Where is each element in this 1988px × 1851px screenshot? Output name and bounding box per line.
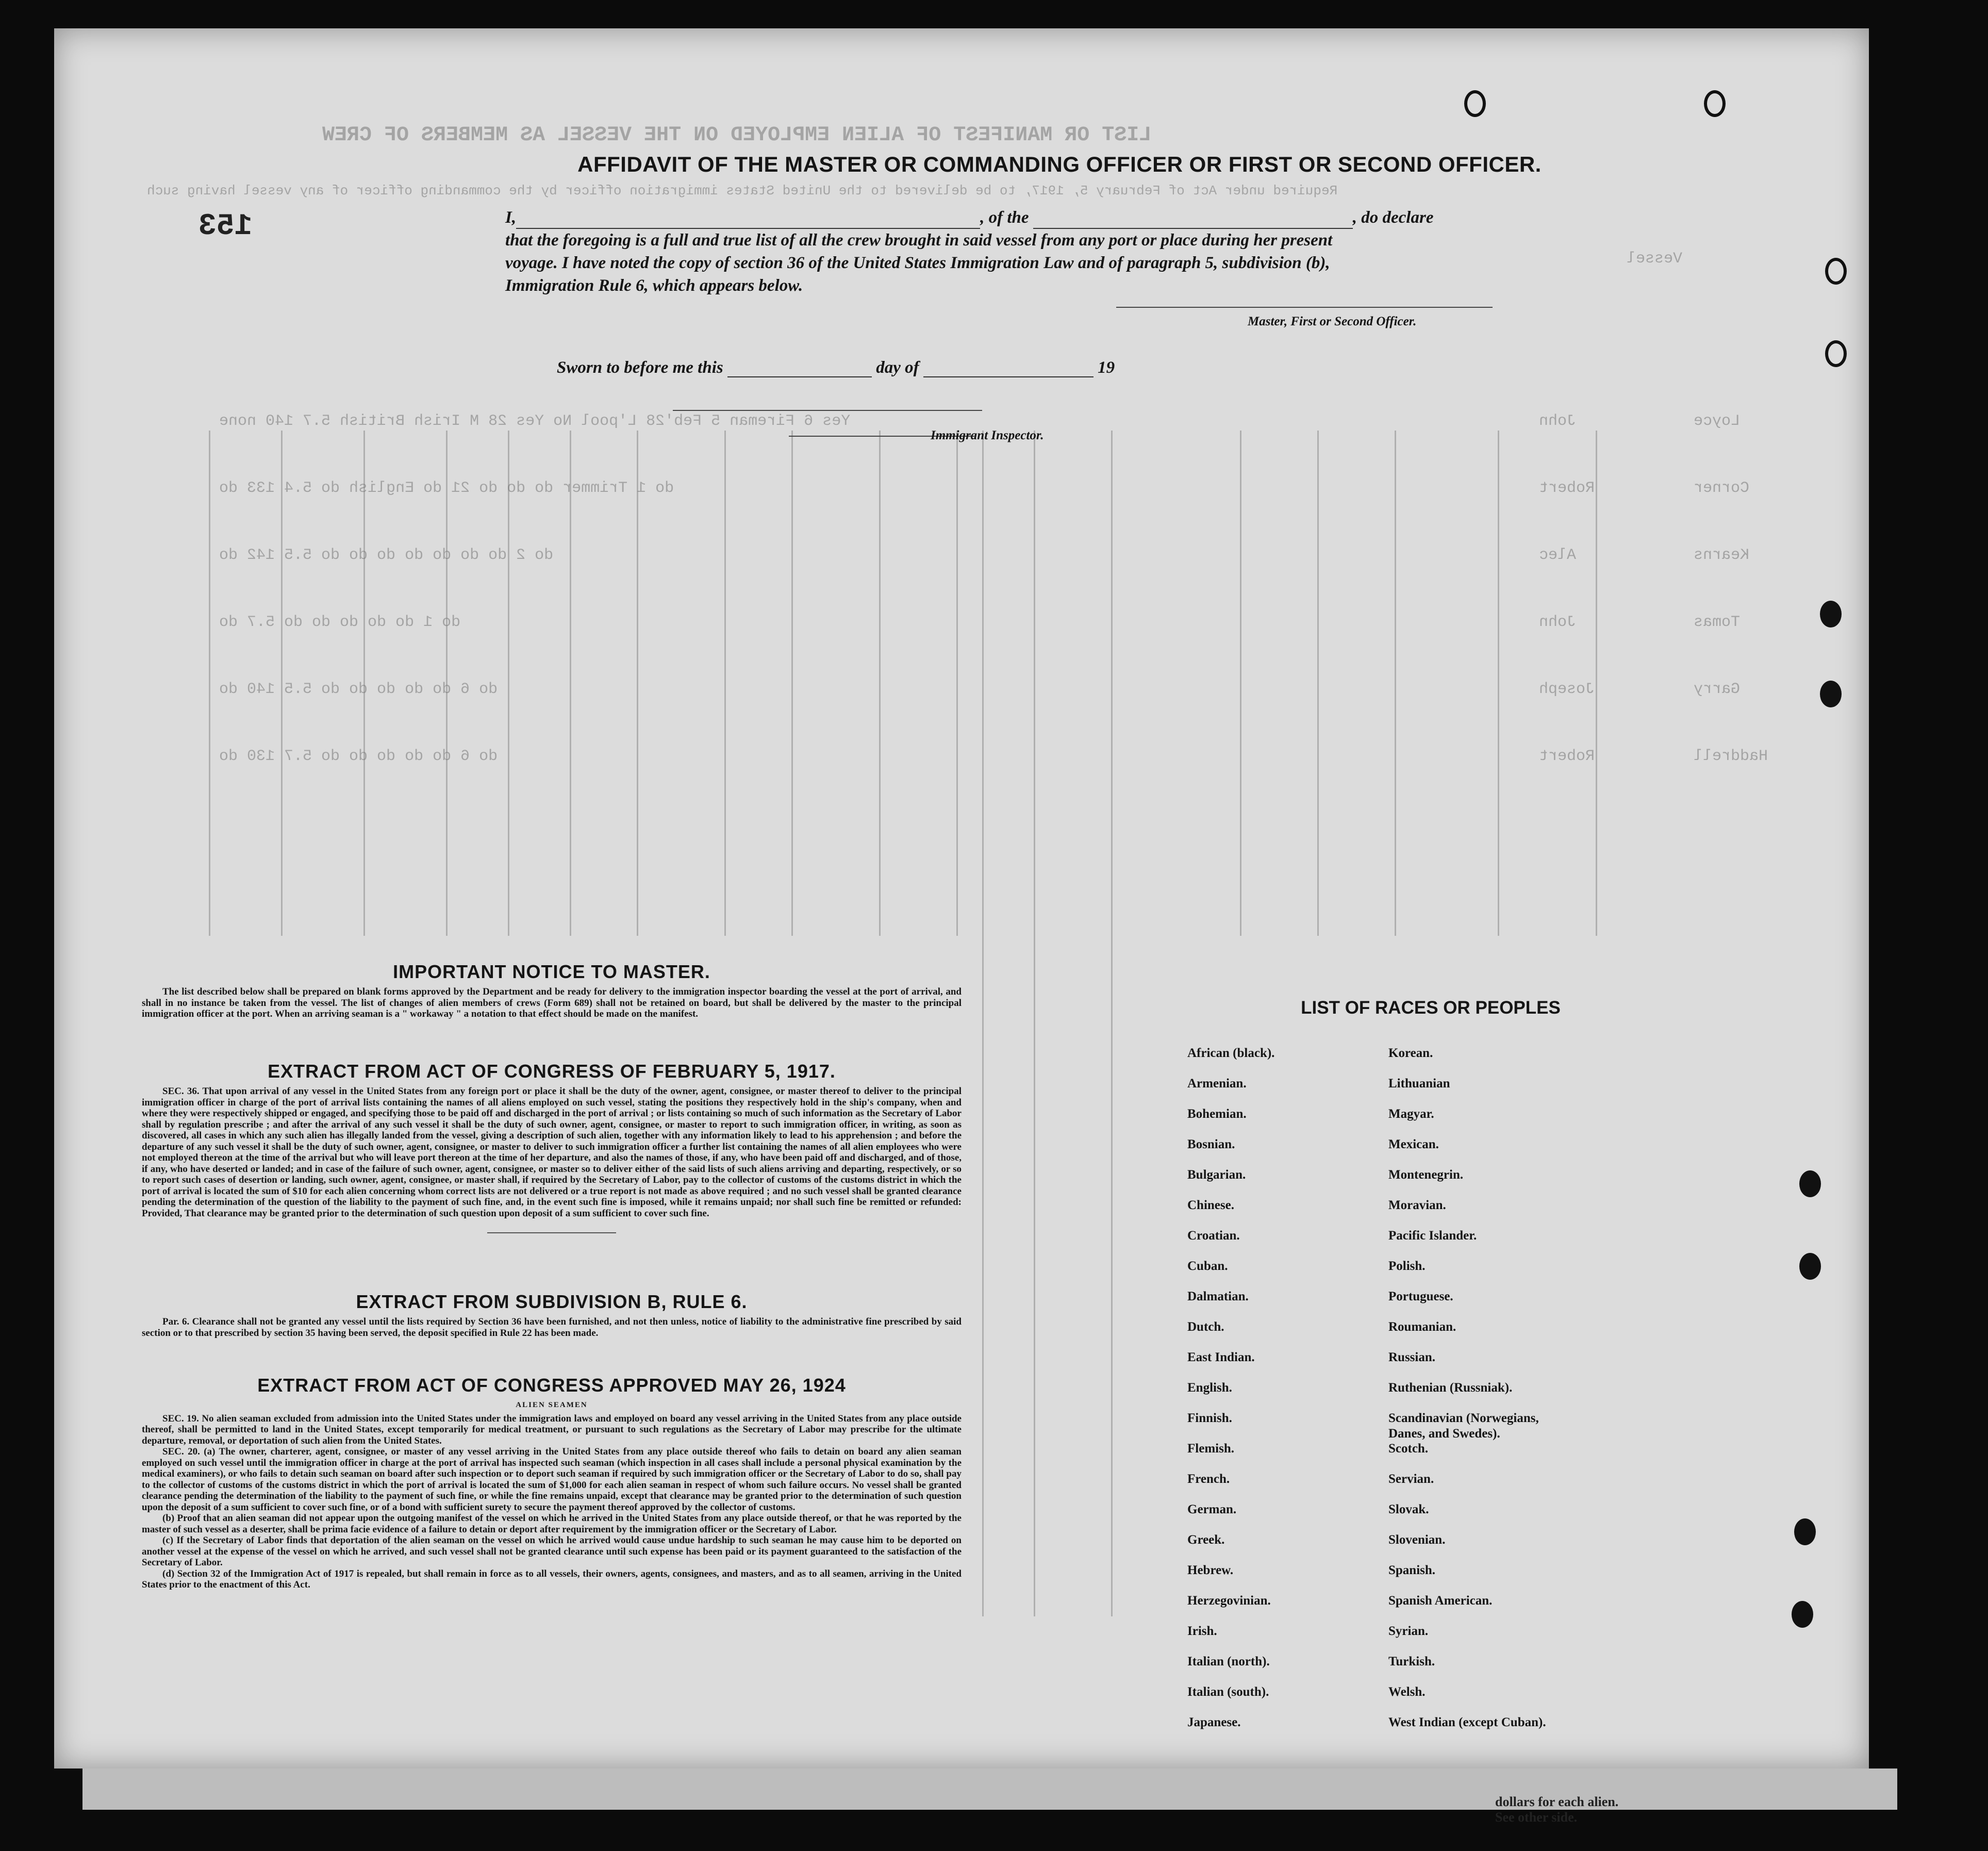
master-signature-line[interactable] xyxy=(1116,307,1493,308)
column-separator xyxy=(982,431,984,1616)
binder-hole xyxy=(1464,90,1486,117)
inspector-signature-line-upper[interactable] xyxy=(673,410,982,411)
race-item: Spanish. xyxy=(1388,1563,1436,1577)
race-item: Armenian. xyxy=(1187,1077,1247,1090)
column-separator xyxy=(791,431,793,936)
underlying-page-text xyxy=(1495,1794,1856,1825)
year-prefix: 19 xyxy=(1098,358,1115,377)
column-separator xyxy=(570,431,571,936)
race-item: Montenegrin. xyxy=(1388,1168,1464,1182)
bleed-through-row: do 2 do do do do do do do 5.5 142 do xyxy=(219,547,554,564)
bleed-through-surname: Loyce xyxy=(1694,412,1741,430)
race-item: Bulgarian. xyxy=(1187,1168,1246,1182)
race-item: Finnish. xyxy=(1187,1411,1232,1425)
race-item: Moravian. xyxy=(1388,1198,1446,1212)
bleed-through-header: LIST OR MANIFEST OF ALIEN EMPLOYED ON THE VESSEL AS MEMBERS OF CREW xyxy=(322,124,1152,147)
binder-hole xyxy=(1794,1518,1816,1545)
race-item: Servian. xyxy=(1388,1472,1434,1486)
bleed-through-surname: Haddrell xyxy=(1694,748,1768,765)
race-item: Russian. xyxy=(1388,1350,1436,1364)
affidavit-line-4: Immigration Rule 6, which appears below. xyxy=(505,276,803,295)
extract-1924-paragraph: (d) Section 32 of the Immigration Act of 1917 is repealed, but shall remain in force as to all vessels, their owners, agents, consignees, and masters, and as to all seamen, arriving in the United States prior to the enactment of this Act. xyxy=(142,1568,962,1590)
extract-1924-title: EXTRACT FROM ACT OF CONGRESS APPROVED MAY 26, 1924 xyxy=(257,1375,846,1396)
manifest-sheet xyxy=(54,28,1869,1769)
extract-1924-paragraph: SEC. 20. (a) The owner, charterer, agent, consignee, or master of any vessel arriving in the United States from any place outside thereof who fails to detain on board any alien seaman employed on such vessel until the immigration officer in charge at the port of arrival has inspected such seaman (which inspection in all cases shall include a personal physical examination by the medical examiners), or who fails to detain such seaman on board after such inspection or to deport such seaman if required by such immigration officer or the Secretary of Labor to do so, shall pay to the collector of customs of the customs district in which the port of arrival is located the sum of $1,000 for each alien seaman in respect of whom such failure occurs. No vessel shall be granted clearance pending the determination of the liability to the payment of such fine, or while the fine remains unpaid, except that clearance may be granted prior to the determination of such question upon the deposit of a sum sufficient to cover such fine, or of a bond with sufficient surety to secure the payment thereof approved by the collector of customs. xyxy=(142,1446,962,1513)
binder-hole xyxy=(1704,90,1726,117)
extract-1924-paragraph: SEC. 19. No alien seaman excluded from admission into the United States under the immigration laws and employed on board any vessel arriving in the United States from any place outside thereof, shall be permitted to land in the United States, except temporarily for medical treatment, or pursuant to such regulations as the Secretary of Labor may prescribe for the ultimate departure, removal, or deportation of such alien from the United States. xyxy=(142,1413,962,1446)
race-item: Bohemian. xyxy=(1187,1107,1247,1121)
binder-hole xyxy=(1792,1601,1813,1628)
race-item: Italian (north). xyxy=(1187,1655,1270,1668)
race-item: German. xyxy=(1187,1502,1237,1516)
race-item: Greek. xyxy=(1187,1533,1225,1547)
bleed-through-surname: Corner xyxy=(1694,480,1750,497)
bleed-through-surname: Kearns xyxy=(1694,547,1750,564)
extract-1924-subtitle: ALIEN SEAMEN xyxy=(516,1401,588,1409)
column-separator xyxy=(1596,431,1597,936)
extract-rule6 xyxy=(142,1292,962,1338)
race-item: West Indian (except Cuban). xyxy=(1388,1715,1546,1729)
column-separator xyxy=(637,431,638,936)
column-separator xyxy=(1240,431,1241,936)
column-separator xyxy=(209,431,210,936)
races-title: LIST OF RACES OR PEOPLES xyxy=(1301,998,1561,1018)
race-item: Polish. xyxy=(1388,1259,1426,1273)
notice-to-master-text: The list described below shall be prepared on blank forms approved by the Department and be ready for delivery to the immigration inspector boarding the vessel at the port of arrival, and shall in no instance be taken from the vessel. The list of changes of alien members of crews (Form 689) shall not be retained on board, but shall be delivered by the master to the principal immigration officer at the port. When an arriving seaman is a " workaway " a notation to that effect should be made on the manifest. xyxy=(142,986,962,1019)
sworn-line xyxy=(557,358,1115,377)
affidavit-line-2: that the foregoing is a full and true list of all the crew brought in said vessel from any port or place during her present xyxy=(505,231,1333,250)
bleed-through-given-name: Robert xyxy=(1539,480,1595,497)
binder-hole xyxy=(1825,340,1847,367)
extract-1924-paragraph: (b) Proof that an alien seaman did not appear upon the outgoing manifest of the vessel on which he arrived in the United States from any place outside thereof, or that he was reported by the master of such vessel as a deserter, shall be prima facie evidence of a failure to detain or deport after requirement by the immigration officer or the Secretary of Labor. xyxy=(142,1513,962,1535)
race-item: Korean. xyxy=(1388,1046,1433,1060)
extract-1924-paragraph: (c) If the Secretary of Labor finds that deportation of the alien seaman on the vessel on which he arrived would cause undue hardship to such seaman he may cause him to be deported on another vessel at the expense of the vessel on which he arrived, and such vessel shall not be granted clearance until such expense has been paid or its payment guaranteed to the satisfaction of the Secretary of Labor. xyxy=(142,1535,962,1568)
race-item: Chinese. xyxy=(1187,1198,1234,1212)
i-label: I, xyxy=(505,208,517,227)
bleed-through-surname: Garry xyxy=(1694,681,1741,698)
sworn-prefix: Sworn to before me this xyxy=(557,358,723,377)
race-item: Portuguese. xyxy=(1388,1290,1453,1303)
underlying-line-2: See other side. xyxy=(1495,1810,1578,1825)
race-item: East Indian. xyxy=(1187,1350,1255,1364)
extract-1917 xyxy=(142,1061,962,1244)
race-item: Spanish American. xyxy=(1388,1594,1493,1608)
race-item: Welsh. xyxy=(1388,1685,1426,1699)
race-item: Roumanian. xyxy=(1388,1320,1456,1334)
of-the-label: , of the xyxy=(980,208,1029,227)
affidavit-title: AFFIDAVIT OF THE MASTER OR COMMANDING OFFICER OR FIRST OR SECOND OFFICER. xyxy=(577,152,1542,176)
sworn-month-blank[interactable] xyxy=(923,376,1094,377)
race-item: Mexican. xyxy=(1388,1137,1439,1151)
column-separator xyxy=(1317,431,1319,936)
binder-hole xyxy=(1820,681,1842,707)
bleed-through-surname: Tomas xyxy=(1694,614,1741,631)
race-item: Italian (south). xyxy=(1187,1685,1269,1699)
bleed-through-given-name: Joseph xyxy=(1539,681,1595,698)
affidavit-line-3: voyage. I have noted the copy of section 36 of the United States Immigration Law and of paragraph 5, subdivision (b), xyxy=(505,254,1330,272)
race-item: French. xyxy=(1187,1472,1230,1486)
binder-hole xyxy=(1825,258,1847,285)
extract-1917-text: SEC. 36. That upon arrival of any vessel in the United States from any foreign port or place it shall be the duty of the owner, agent, consignee, or master thereof to deliver to the principal immigration officer in charge of the port of arrival lists containing the names of all aliens employed on such vessel, stating the positions they respectively hold in the ship's company, when and where they were respectively shipped or engaged, and specifying those to be paid off and discharged in the port of arrival ; or lists containing so much of such information as the Secretary of Labor shall by regulation prescribe ; and after the arrival of any such vessel it shall be the duty of such owner, agent, consignee, or master to report to such immigration officer, in writing, as soon as discovered, all cases in which any such alien has illegally landed from the vessel, giving a description of such alien, together with any information likely to lead to his apprehension ; and before the departure of any such vessel it shall be the duty of such owner, agent, consignee, or master to deliver to such immigration officer a further list containing the names of all alien employees who were not employed thereon at the time of the arrival but who will leave port thereon at the time of her departure, and also the names of those, if any, who have been paid off and discharged, and of those, if any, who have deserted or landed; and in case of the failure of such owner, agent, consignee, or master so to deliver either of the said lists of such aliens arriving and departing, respectively, or so to report such cases of desertion or landing, such owner, agent, consignee, or master shall, if required by the Secretary of Labor, pay to the collector of customs of the customs district in which the port of arrival is located the sum of $10 for each alien concerning whom correct lists are not delivered or a true report is not made as above required ; and no such vessel shall be granted clearance pending the determination of the question of the liability to the payment of such fine, and, in the event such fine is imposed, while it remains unpaid; nor shall such fine be remitted or refunded: Provided, That clearance may be granted prior to the determination of such question upon deposit of a sum sufficient to cover such fine. xyxy=(142,1086,962,1219)
race-item: Croatian. xyxy=(1187,1229,1240,1243)
bleed-through-row: do 6 do do do do do 5.7 130 do xyxy=(219,748,498,765)
master-caption: Master, First or Second Officer. xyxy=(1248,315,1417,328)
bleed-through-row: do 1 Trimmer do do do 21 do English do 5.4 133 do xyxy=(219,480,674,497)
column-separator xyxy=(879,431,881,936)
race-item: Scandinavian (Norwegians, Danes, and Swedes). xyxy=(1388,1411,1539,1441)
affidavit-line-1 xyxy=(505,206,1536,229)
race-item: Herzegovinian. xyxy=(1187,1594,1271,1608)
race-item: Dutch. xyxy=(1187,1320,1224,1334)
margin-number: 153 xyxy=(198,210,253,243)
column-separator xyxy=(281,431,283,936)
bleed-through-row: do 1 do do do do do 5.7 do xyxy=(219,614,461,631)
extract-rule6-text: Par. 6. Clearance shall not be granted any vessel until the lists required by Section 36 have been furnished, and not then unless, notice of liability to the administrative fine prescribed by said section or to that prescribed by section 35 having been served, the deposit specified in Rule 22 has been made. xyxy=(142,1316,962,1338)
binder-hole xyxy=(1799,1170,1821,1197)
extract-rule6-title: EXTRACT FROM SUBDIVISION B, RULE 6. xyxy=(356,1291,748,1312)
column-separator xyxy=(508,431,509,936)
race-item: English. xyxy=(1187,1381,1232,1395)
bleed-through-given-name: John xyxy=(1539,412,1577,430)
race-item: Turkish. xyxy=(1388,1655,1435,1668)
races-right-column xyxy=(1388,1046,1546,1745)
race-item: Japanese. xyxy=(1187,1715,1241,1729)
races-left-column xyxy=(1187,1046,1274,1745)
race-item: Syrian. xyxy=(1388,1624,1429,1638)
bleed-through-row: do 6 do do do do do 5.5 140 do xyxy=(219,681,498,698)
extract-1917-title: EXTRACT FROM ACT OF CONGRESS OF FEBRUARY 5, 1917. xyxy=(268,1061,836,1082)
race-item: Scotch. xyxy=(1388,1442,1429,1456)
race-item: Dalmatian. xyxy=(1187,1290,1249,1303)
race-item: Magyar. xyxy=(1388,1107,1434,1121)
column-separator xyxy=(1111,431,1113,1616)
divider xyxy=(487,1232,616,1233)
inspector-caption: Immigrant Inspector. xyxy=(931,428,1044,442)
bleed-through-row: Yes 6 Fireman 5 Feb'28 L'pool No Yes 28 M Irish British 5.7 140 none xyxy=(219,412,851,430)
bleed-through-given-name: Robert xyxy=(1539,748,1595,765)
column-separator xyxy=(956,431,958,936)
race-item: Flemish. xyxy=(1187,1442,1234,1456)
bleed-through-subheader: Required under Act of February 5, 1917, to be delivered to the United States immigration officer by the commanding officer of any vessel having such xyxy=(147,183,1338,199)
column-separator xyxy=(446,431,448,936)
sworn-date-blank[interactable] xyxy=(727,376,872,377)
binder-hole xyxy=(1799,1253,1821,1280)
binder-hole xyxy=(1820,601,1842,627)
race-item: Bosnian. xyxy=(1187,1137,1235,1151)
race-item: Ruthenian (Russniak). xyxy=(1388,1381,1513,1395)
notice-to-master-title: IMPORTANT NOTICE TO MASTER. xyxy=(393,961,710,982)
race-item: African (black). xyxy=(1187,1046,1275,1060)
race-item: Slovenian. xyxy=(1388,1533,1446,1547)
day-of-label: day of xyxy=(876,358,919,377)
column-separator xyxy=(363,431,365,936)
do-declare-label: , do declare xyxy=(1352,208,1434,227)
column-separator xyxy=(1498,431,1499,936)
column-separator xyxy=(724,431,726,936)
race-item: Cuban. xyxy=(1187,1259,1228,1273)
bleed-through-vessel: Vessel xyxy=(1627,250,1683,268)
bleed-through-given-name: John xyxy=(1539,614,1577,631)
race-item: Lithuanian xyxy=(1388,1077,1450,1090)
column-separator xyxy=(1034,431,1035,1616)
race-item: Irish. xyxy=(1187,1624,1217,1638)
notice-to-master xyxy=(142,962,962,1020)
race-item: Slovak. xyxy=(1388,1502,1429,1516)
race-item: Pacific Islander. xyxy=(1388,1229,1477,1243)
extract-1924 xyxy=(142,1375,962,1591)
affidavit-body xyxy=(505,206,1536,297)
bleed-through-given-name: Alec xyxy=(1539,547,1577,564)
race-item: Hebrew. xyxy=(1187,1563,1234,1577)
underlying-line-1: dollars for each alien. xyxy=(1495,1794,1619,1809)
column-separator xyxy=(1395,431,1396,936)
